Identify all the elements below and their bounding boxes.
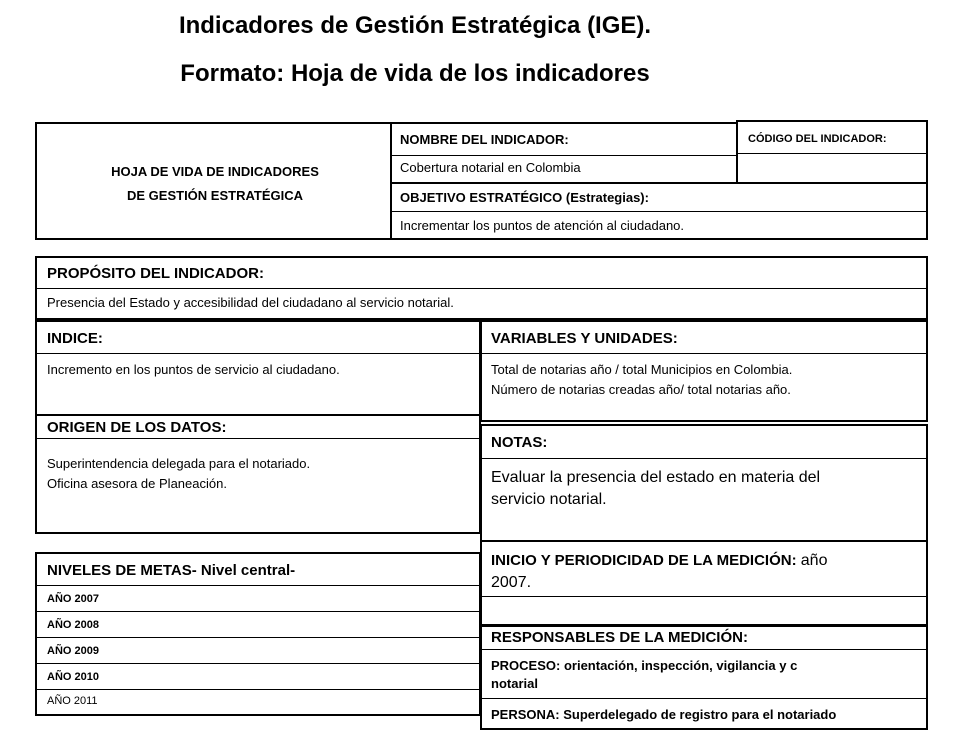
responsables-persona: PERSONA: Superdelegado de registro para el notariado [491, 707, 837, 722]
nombre-indicador-value: Cobertura notarial en Colombia [400, 160, 581, 175]
hoja-de-vida-line1: HOJA DE VIDA DE INDICADORES [111, 164, 319, 179]
origen-datos-label: ORIGEN DE LOS DATOS: [47, 419, 227, 434]
meta-year-2010: AÑO 2010 [47, 671, 99, 683]
niveles-metas-label: NIVELES DE METAS- Nivel central- [47, 562, 296, 579]
proposito-box [35, 256, 928, 320]
notas-label: NOTAS: [491, 434, 548, 451]
nombre-indicador-label: NOMBRE DEL INDICADOR: [400, 132, 569, 147]
meta-year-2009: AÑO 2009 [47, 645, 99, 657]
variables-label: VARIABLES Y UNIDADES: [491, 330, 678, 347]
origen-line-1: Superintendencia delegada para el notariado. [47, 456, 311, 471]
inicio-label: INICIO Y PERIODICIDAD DE LA MEDICIÓN: [491, 552, 797, 569]
responsables-proceso-line1: PROCESO: orientación, inspección, vigilancia y c [491, 658, 798, 673]
meta-year-2011: AÑO 2011 [47, 695, 98, 707]
inicio-value-inline: año [800, 552, 828, 569]
inicio-periodicidad-box [480, 540, 928, 626]
proposito-label: PROPÓSITO DEL INDICADOR: [47, 265, 264, 282]
niveles-metas-box [35, 552, 481, 716]
responsables-box [480, 625, 928, 730]
proposito-value: Presencia del Estado y accesibilidad del ciudadano al servicio notarial. [47, 295, 454, 310]
notas-line-1: Evaluar la presencia del estado en materia del [491, 469, 821, 486]
notas-line-2: servicio notarial. [491, 491, 607, 508]
hoja-de-vida-box [35, 122, 395, 240]
codigo-indicador-label: CÓDIGO DEL INDICADOR: [748, 133, 887, 145]
responsables-label: RESPONSABLES DE LA MEDICIÓN: [491, 629, 748, 645]
objetivo-estrategico-value: Incrementar los puntos de atención al ciudadano. [400, 218, 685, 233]
variables-box [480, 320, 928, 422]
indice-label: INDICE: [47, 330, 103, 347]
meta-year-2007: AÑO 2007 [47, 593, 99, 605]
indice-value: Incremento en los puntos de servicio al ciudadano. [47, 362, 340, 377]
origen-datos-box [35, 414, 481, 534]
notas-box [480, 424, 928, 542]
nombre-indicador-box [390, 122, 738, 184]
responsables-proceso-line2: notarial [491, 676, 538, 691]
codigo-indicador-box [736, 120, 928, 184]
variables-line-2: Número de notarias creadas año/ total notarias año. [491, 382, 791, 397]
objetivo-estrategico-box [390, 182, 928, 240]
origen-line-2: Oficina asesora de Planeación. [47, 476, 227, 491]
objetivo-estrategico-label: OBJETIVO ESTRATÉGICO (Estrategias): [400, 190, 649, 205]
hoja-de-vida-line2: DE GESTIÓN ESTRATÉGICA [127, 188, 303, 203]
page-title: Indicadores de Gestión Estratégica (IGE). [178, 12, 652, 39]
variables-line-1: Total de notarias año / total Municipios en Colombia. [491, 362, 793, 377]
page-subtitle: Formato: Hoja de vida de los indicadores [180, 60, 650, 87]
indice-box [35, 320, 481, 420]
inicio-value-year: 2007. [491, 574, 532, 591]
meta-year-2008: AÑO 2008 [47, 619, 99, 631]
